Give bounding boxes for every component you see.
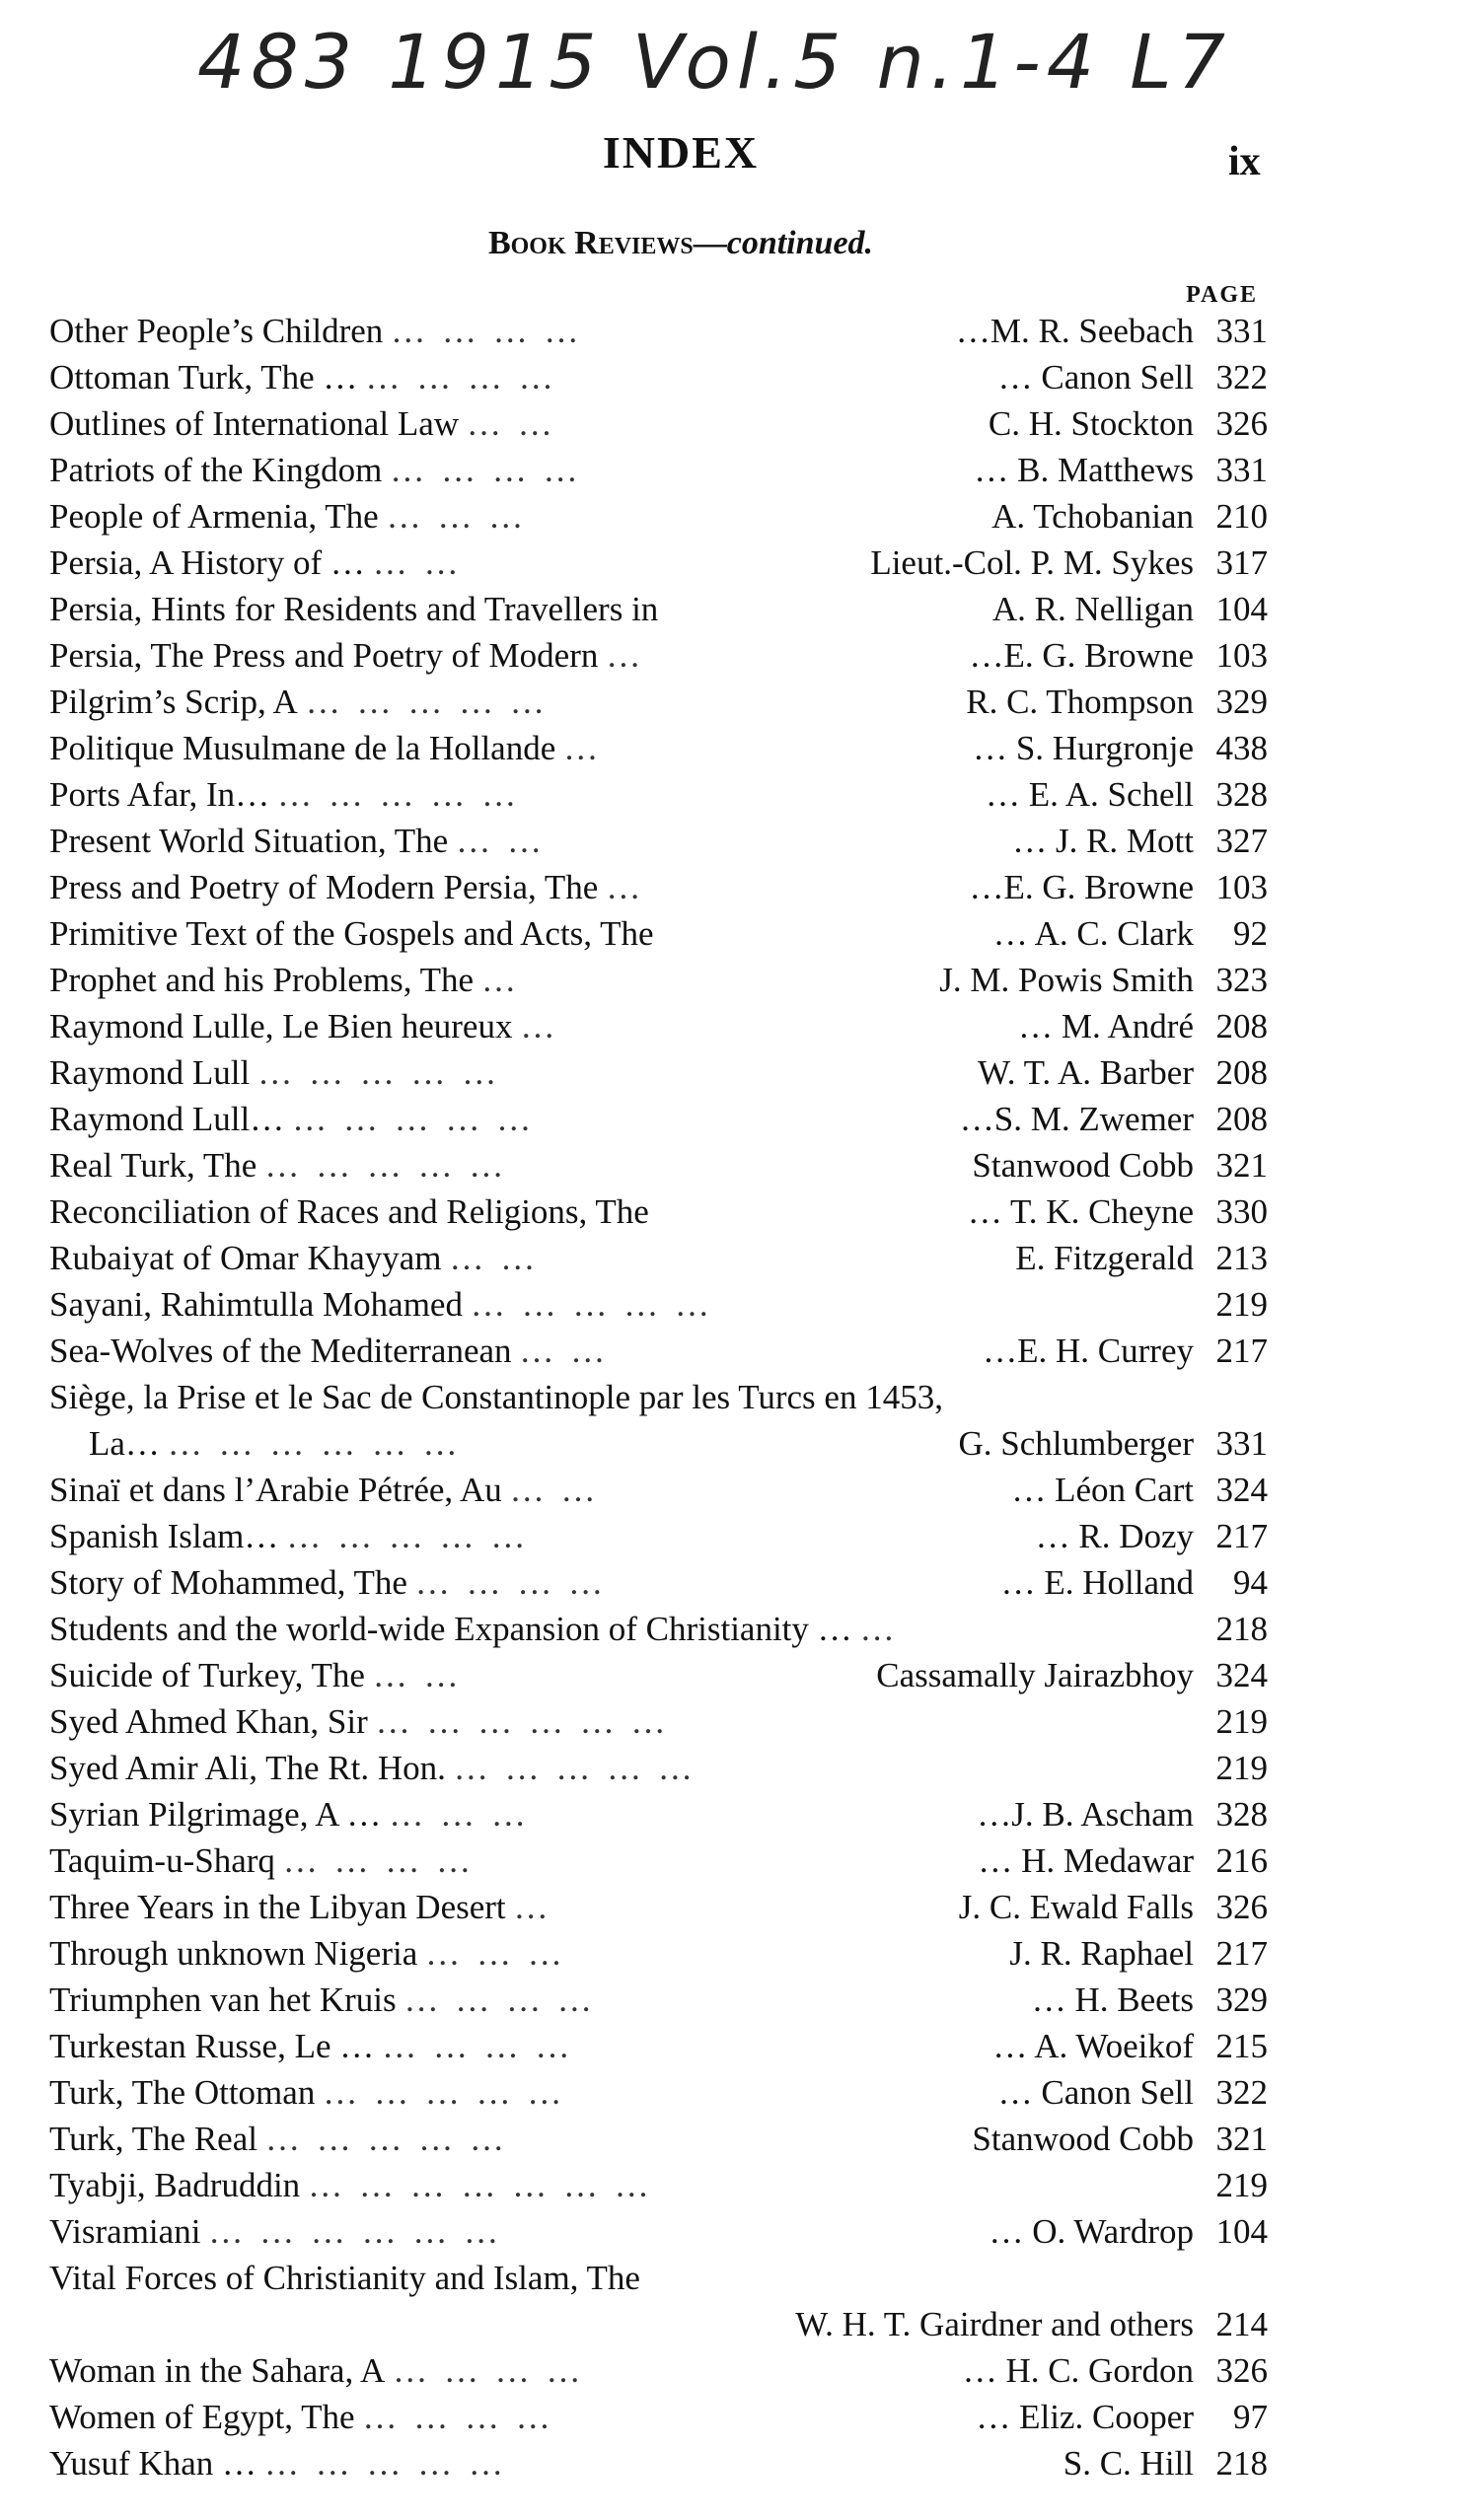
entry-page-number: 329 xyxy=(1215,1980,1268,2019)
entry-page-number: 331 xyxy=(1215,1424,1268,1463)
entry-title: Pilgrim’s Scrip, A xyxy=(49,683,298,721)
entry-page-number: 92 xyxy=(1233,914,1268,953)
entry-title: Press and Poetry of Modern Persia, The xyxy=(49,868,599,906)
index-entry xyxy=(49,308,1268,354)
section-title xyxy=(0,225,1361,262)
entry-title: Three Years in the Libyan Desert xyxy=(49,1888,506,1926)
entry-leader-dots: … … … … … xyxy=(263,2444,507,2483)
entry-leader-dots: … … … … … xyxy=(453,1749,697,1787)
entry-title: Persia, Hints for Residents and Travellers in xyxy=(49,590,659,628)
index-entry xyxy=(49,2116,1268,2162)
index-entry xyxy=(49,2347,1268,2394)
entry-leader-dots: … … … … … xyxy=(286,1517,530,1555)
entry-leader-dots: … xyxy=(513,1888,552,1926)
entry-leader-dots: … … xyxy=(456,822,546,860)
entry-page-number: 328 xyxy=(1215,775,1268,814)
entry-page-number: 321 xyxy=(1215,1146,1268,1185)
index-entry xyxy=(49,818,1268,864)
entry-page-number: 94 xyxy=(1233,1563,1268,1602)
entry-leader-dots: … xyxy=(859,1610,899,1648)
index-entry xyxy=(49,1559,1268,1606)
entry-leader-dots: … … … … … xyxy=(264,1146,508,1185)
entry-author: … R. Dozy xyxy=(1035,1517,1194,1555)
entry-author: J. C. Ewald Falls xyxy=(958,1888,1194,1926)
entry-leader-dots: … … … … xyxy=(390,451,582,489)
entry-leader-dots: … … … … … xyxy=(323,2073,566,2112)
entry-author: Lieut.-Col. P. M. Sykes xyxy=(870,543,1194,582)
index-entry xyxy=(49,632,1268,679)
entry-leader-dots: … … … … xyxy=(393,2351,585,2390)
index-entry xyxy=(49,1235,1268,1281)
index-entry xyxy=(49,1049,1268,1096)
entry-title: Turk, The Ottoman xyxy=(49,2073,316,2112)
entry-page-number: 218 xyxy=(1215,1610,1268,1648)
entry-page-number: 438 xyxy=(1215,729,1268,767)
entry-page-number: 331 xyxy=(1215,451,1268,489)
entry-author: … T. K. Cheyne xyxy=(967,1192,1194,1231)
entry-page-number: 208 xyxy=(1215,1053,1268,1092)
entry-page-number: 331 xyxy=(1215,312,1268,350)
entry-author: W. H. T. Gairdner and others xyxy=(795,2305,1194,2343)
page-column-label: PAGE xyxy=(1186,282,1258,308)
entry-page-number: 103 xyxy=(1215,868,1268,906)
entry-page-number: 218 xyxy=(1215,2444,1268,2483)
entry-page-number: 103 xyxy=(1215,636,1268,675)
entry-title: Syrian Pilgrimage, A … xyxy=(49,1795,382,1834)
index-entry xyxy=(49,1513,1268,1559)
entry-leader-dots: … … xyxy=(509,1471,600,1509)
index-entry xyxy=(49,1652,1268,1698)
entry-author: …S. M. Zwemer xyxy=(959,1100,1194,1138)
index-entry xyxy=(49,1884,1268,1930)
entry-author: R. C. Thompson xyxy=(966,683,1194,721)
entry-author: Stanwood Cobb xyxy=(972,1146,1194,1185)
entry-leader-dots: … xyxy=(481,961,521,999)
entry-leader-dots: … … … … … … xyxy=(167,1424,462,1463)
entry-title: Raymond Lulle, Le Bien heureux xyxy=(49,1007,513,1045)
entry-page-number: 219 xyxy=(1215,2166,1268,2204)
index-entry xyxy=(49,910,1268,957)
entry-title: Ottoman Turk, The … xyxy=(49,358,358,396)
entry-leader-dots: … … … … xyxy=(382,2027,574,2065)
entry-author: … Eliz. Cooper xyxy=(976,2398,1194,2436)
entry-title: Visramiani xyxy=(49,2212,201,2251)
entry-title: Turk, The Real xyxy=(49,2120,257,2158)
entry-leader-dots: … … … … xyxy=(362,2398,554,2436)
entry-leader-dots: … … xyxy=(372,543,463,582)
entry-title: Sayani, Rahimtulla Mohamed xyxy=(49,1285,463,1324)
entry-author: … E. Holland xyxy=(1000,1563,1194,1602)
entry-title: Taquim-u-Sharq xyxy=(49,1841,275,1880)
index-entry xyxy=(49,2255,1268,2301)
entry-leader-dots: … xyxy=(520,1007,559,1045)
entry-title: Turkestan Russe, Le … xyxy=(49,2027,375,2065)
index-entry xyxy=(49,771,1268,818)
entry-page-number: 217 xyxy=(1215,1934,1268,1973)
entry-title: Present World Situation, The xyxy=(49,822,449,860)
entry-leader-dots: … … … … … … xyxy=(208,2212,503,2251)
entry-author: C. H. Stockton xyxy=(988,404,1194,443)
index-entry xyxy=(49,2069,1268,2116)
entry-author: … E. A. Schell xyxy=(986,775,1194,814)
index-entry xyxy=(49,1930,1268,1977)
index-entry xyxy=(49,2394,1268,2440)
entry-author: S. C. Hill xyxy=(1063,2444,1194,2483)
entry-author: …E. G. Browne xyxy=(969,636,1194,675)
entry-title: Patriots of the Kingdom xyxy=(49,451,383,489)
index-entry xyxy=(49,400,1268,447)
entry-page-number: 329 xyxy=(1215,683,1268,721)
entry-leader-dots: … … … … xyxy=(391,312,583,350)
entry-page-number: 324 xyxy=(1215,1656,1268,1694)
index-entries xyxy=(49,308,1268,2486)
entry-title: Vital Forces of Christianity and Islam, The xyxy=(49,2259,640,2297)
entry-page-number: 322 xyxy=(1215,2073,1268,2112)
entry-title: Other People’s Children xyxy=(49,312,384,350)
section-continued: continued. xyxy=(726,225,874,261)
index-entry xyxy=(49,1745,1268,1791)
index-entry xyxy=(49,1142,1268,1188)
entry-title: Tyabji, Badruddin xyxy=(49,2166,301,2204)
entry-page-number: 219 xyxy=(1215,1702,1268,1741)
index-entry xyxy=(49,2208,1268,2255)
entry-leader-dots: … … … … … xyxy=(470,1285,713,1324)
index-entry xyxy=(49,1281,1268,1328)
index-entry xyxy=(49,1698,1268,1745)
entry-author: … H. Beets xyxy=(1031,1980,1194,2019)
entry-page-number: 208 xyxy=(1215,1100,1268,1138)
entry-page-number: 215 xyxy=(1215,2027,1268,2065)
index-entry xyxy=(49,2023,1268,2069)
entry-leader-dots: … … … … … xyxy=(264,2120,508,2158)
entry-leader-dots: … … … … … xyxy=(305,683,549,721)
index-entry xyxy=(49,2301,1268,2347)
entry-author: E. Fitzgerald xyxy=(1015,1239,1194,1277)
entry-title: Syed Ahmed Khan, Sir xyxy=(49,1702,368,1741)
entry-leader-dots: … … xyxy=(449,1239,540,1277)
entry-page-number: 327 xyxy=(1215,822,1268,860)
index-entry xyxy=(49,1837,1268,1884)
index-entry xyxy=(49,957,1268,1003)
entry-title: Story of Mohammed, The xyxy=(49,1563,407,1602)
entry-title: Triumphen van het Kruis xyxy=(49,1980,397,2019)
entry-page-number: 216 xyxy=(1215,1841,1268,1880)
index-entry xyxy=(49,354,1268,400)
entry-author: … O. Wardrop xyxy=(989,2212,1194,2251)
entry-author: … M. André xyxy=(1018,1007,1194,1045)
entry-leader-dots: … … … xyxy=(425,1934,566,1973)
entry-title: Spanish Islam… xyxy=(49,1517,279,1555)
index-entry xyxy=(49,1467,1268,1513)
entry-title: Reconciliation of Races and Religions, The xyxy=(49,1192,649,1231)
entry-leader-dots: … … … xyxy=(389,1795,530,1834)
entry-leader-dots: … … xyxy=(467,404,556,443)
entry-author: …M. R. Seebach xyxy=(955,312,1194,350)
entry-page-number: 324 xyxy=(1215,1471,1268,1509)
entry-leader-dots: … xyxy=(606,868,645,906)
entry-page-number: 210 xyxy=(1215,497,1268,536)
entry-leader-dots: … … … … … … xyxy=(375,1702,670,1741)
entry-title: Raymond Lull… xyxy=(49,1100,285,1138)
entry-page-number: 208 xyxy=(1215,1007,1268,1045)
entry-leader-dots: … … xyxy=(372,1656,463,1694)
entry-page-number: 328 xyxy=(1215,1795,1268,1834)
entry-author: Stanwood Cobb xyxy=(972,2120,1194,2158)
handwritten-catalog-note: 483 1915 Vol.5 n.1-4 L7 xyxy=(197,18,1231,106)
entry-title: Siège, la Prise et le Sac de Constantinople par les Turcs en 1453, xyxy=(49,1378,943,1416)
entry-author: … S. Hurgronje xyxy=(973,729,1194,767)
index-entry xyxy=(49,1791,1268,1837)
entry-title: Persia, A History of … xyxy=(49,543,365,582)
entry-author: … H. C. Gordon xyxy=(962,2351,1194,2390)
index-entry xyxy=(49,1328,1268,1374)
entry-leader-dots: … xyxy=(563,729,603,767)
entry-title: Prophet and his Problems, The xyxy=(49,961,475,999)
entry-author: … J. R. Mott xyxy=(1012,822,1194,860)
index-entry xyxy=(49,1096,1268,1142)
entry-author: Cassamally Jairazbhoy xyxy=(876,1656,1194,1694)
entry-author: …E. G. Browne xyxy=(969,868,1194,906)
entry-page-number: 330 xyxy=(1215,1192,1268,1231)
entry-title: Through unknown Nigeria xyxy=(49,1934,418,1973)
entry-title: Ports Afar, In… xyxy=(49,775,270,814)
entry-title: Syed Amir Ali, The Rt. Hon. xyxy=(49,1749,446,1787)
entry-leader-dots: … … … … … xyxy=(257,1053,501,1092)
entry-leader-dots: … … … … xyxy=(282,1841,476,1880)
entry-author: … A. C. Clark xyxy=(992,914,1194,953)
entry-leader-dots: … … … … … xyxy=(292,1100,536,1138)
entry-title: Sinaï et dans l’Arabie Pétrée, Au xyxy=(49,1471,502,1509)
entry-page-number: 326 xyxy=(1215,1888,1268,1926)
entry-page-number: 104 xyxy=(1215,590,1268,628)
entry-title: Suicide of Turkey, The xyxy=(49,1656,365,1694)
entry-title: Yusuf Khan … xyxy=(49,2444,257,2483)
entry-title: Real Turk, The xyxy=(49,1146,257,1185)
index-entry xyxy=(49,1188,1268,1235)
entry-leader-dots: … … xyxy=(519,1332,610,1370)
entry-author: …J. B. Ascham xyxy=(977,1795,1194,1834)
index-entry xyxy=(49,447,1268,493)
entry-title: Women of Egypt, The xyxy=(49,2398,355,2436)
entry-page-number: 317 xyxy=(1215,543,1268,582)
index-entry xyxy=(49,725,1268,771)
index-entry xyxy=(49,1374,1268,1420)
entry-leader-dots: … … … … … xyxy=(277,775,521,814)
entry-title: La… xyxy=(89,1424,160,1463)
entry-page-number: 217 xyxy=(1215,1517,1268,1555)
entry-leader-dots: … … … … xyxy=(403,1980,596,2019)
entry-author: … B. Matthews xyxy=(974,451,1194,489)
entry-title: Primitive Text of the Gospels and Acts, The xyxy=(49,914,654,953)
entry-author: A. Tchobanian xyxy=(991,497,1194,536)
entry-title: Politique Musulmane de la Hollande xyxy=(49,729,556,767)
page-title: INDEX xyxy=(602,127,760,178)
index-entry xyxy=(49,540,1268,586)
entry-page-number: 326 xyxy=(1215,404,1268,443)
entry-page-number: 322 xyxy=(1215,358,1268,396)
index-entry xyxy=(49,1420,1268,1467)
entry-author: J. M. Powis Smith xyxy=(939,961,1194,999)
entry-title: Rubaiyat of Omar Khayyam xyxy=(49,1239,442,1277)
index-entry xyxy=(49,1977,1268,2023)
entry-page-number: 326 xyxy=(1215,2351,1268,2390)
index-entry xyxy=(49,586,1268,632)
entry-title: Persia, The Press and Poetry of Modern xyxy=(49,636,599,675)
entry-leader-dots: … … … … xyxy=(414,1563,608,1602)
index-entry xyxy=(49,679,1268,725)
index-entry xyxy=(49,2440,1268,2486)
entry-title: Raymond Lull xyxy=(49,1053,251,1092)
entry-page-number: 323 xyxy=(1215,961,1268,999)
entry-page-number: 97 xyxy=(1233,2398,1268,2436)
entry-leader-dots: … … … … xyxy=(365,358,557,396)
entry-page-number: 217 xyxy=(1215,1332,1268,1370)
entry-title: Sea-Wolves of the Mediterranean xyxy=(49,1332,512,1370)
entry-author: … Canon Sell xyxy=(997,2073,1194,2112)
entry-author: … Canon Sell xyxy=(997,358,1194,396)
entry-page-number: 219 xyxy=(1215,1285,1268,1324)
entry-leader-dots: … … … … … … … xyxy=(308,2166,653,2204)
entry-author: …E. H. Currey xyxy=(983,1332,1194,1370)
section-title-text: Book Reviews— xyxy=(487,225,727,261)
entry-author: A. R. Nelligan xyxy=(991,590,1194,628)
index-entry xyxy=(49,1003,1268,1049)
entry-page-number: 214 xyxy=(1215,2305,1268,2343)
entry-page-number: 219 xyxy=(1215,1749,1268,1787)
entry-leader-dots: … … … xyxy=(386,497,528,536)
page-folio: ix xyxy=(1228,139,1261,184)
entry-author: … H. Medawar xyxy=(978,1841,1194,1880)
entry-page-number: 213 xyxy=(1215,1239,1268,1277)
entry-page-number: 321 xyxy=(1215,2120,1268,2158)
entry-author: J. R. Raphael xyxy=(1009,1934,1194,1973)
index-entry xyxy=(49,2162,1268,2208)
index-entry xyxy=(49,864,1268,910)
index-entry xyxy=(49,493,1268,540)
entry-title: Outlines of International Law xyxy=(49,404,460,443)
entry-author: … Léon Cart xyxy=(1011,1471,1194,1509)
entry-author: W. T. A. Barber xyxy=(977,1053,1194,1092)
entry-title: Woman in the Sahara, A xyxy=(49,2351,386,2390)
entry-title: Students and the world-wide Expansion of Christianity … xyxy=(49,1610,852,1648)
entry-page-number: 104 xyxy=(1215,2212,1268,2251)
index-entry xyxy=(49,1606,1268,1652)
entry-author: … A. Woeikof xyxy=(992,2027,1194,2065)
entry-leader-dots: … xyxy=(606,636,645,675)
entry-author: G. Schlumberger xyxy=(958,1424,1194,1463)
entry-title: People of Armenia, The xyxy=(49,497,379,536)
